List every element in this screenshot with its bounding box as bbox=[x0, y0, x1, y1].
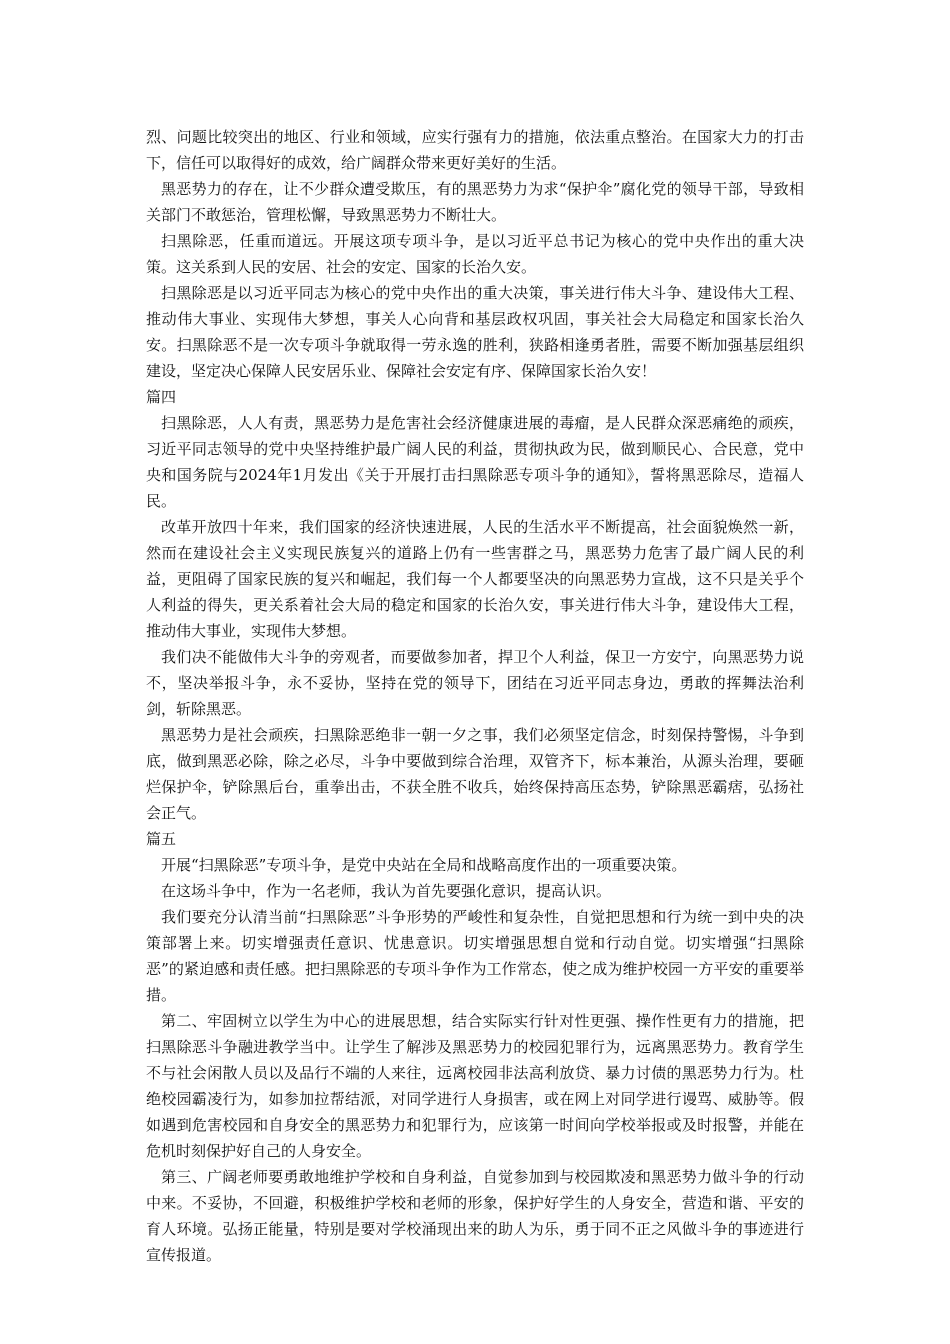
section-heading-4: 篇四 bbox=[146, 388, 177, 406]
paragraph: 我们要充分认清当前“扫黑除恶”斗争形势的严峻性和复杂性，自觉把思想和行为统一到中央的决策部署上来。切实增强责任意识、忧患意识。切实增强思想自觉和行动自觉。切实增强“扫黑除恶”的紧迫感和责任感。把扫黑除恶的专项斗争作为工作常态，使之成为维护校园一方平安的重要举措。 bbox=[146, 908, 804, 1004]
paragraph: 扫黑除恶，人人有责，黑恶势力是危害社会经济健康进展的毒瘤，是人民群众深恶痛绝的顽疾，习近平同志领导的党中央坚持维护最广阔人民的利益，贯彻执政为民，做到顺民心、合民意，党中央和国务院与2024年1月发出《关于开展打击扫黑除恶专项斗争的通知》，誓将黑恶除尽，造福人民。 bbox=[146, 414, 804, 510]
paragraph: 扫黑除恶是以习近平同志为核心的党中央作出的重大决策，事关进行伟大斗争、建设伟大工程、推动伟大事业、实现伟大梦想，事关人心向背和基层政权巩固，事关社会大局稳定和国家长治久安。扫黑除恶不是一次专项斗争就取得一劳永逸的胜利，狭路相逢勇者胜，需要不断加强基层组织建设，坚定决心保障人民安居乐业、保障社会安定有序、保障国家长治久安！ bbox=[146, 284, 804, 380]
paragraph: 改革开放四十年来，我们国家的经济快速进展，人民的生活水平不断提高，社会面貌焕然一新，然而在建设社会主义实现民族复兴的道路上仍有一些害群之马，黑恶势力危害了最广阔人民的利益，更阻碍了国家民族的复兴和崛起，我们每一个人都要坚决的向黑恶势力宣战，这不只是关乎个人利益的得失，更关系着社会大局的稳定和国家的长治久安，事关进行伟大斗争，建设伟大工程，推动伟大事业，实现伟大梦想。 bbox=[146, 518, 804, 640]
section-heading-5: 篇五 bbox=[146, 830, 177, 848]
document-page bbox=[146, 124, 804, 1268]
paragraph: 黑恶势力的存在，让不少群众遭受欺压，有的黑恶势力为求“保护伞”腐化党的领导干部，导致相关部门不敢惩治，管理松懈，导致黑恶势力不断壮大。 bbox=[146, 180, 804, 224]
paragraph: 开展“扫黑除恶”专项斗争，是党中央站在全局和战略高度作出的一项重要决策。 bbox=[161, 856, 687, 874]
paragraph: 黑恶势力是社会顽疾，扫黑除恶绝非一朝一夕之事，我们必须坚定信念，时刻保持警惕，斗争到底，做到黑恶必除，除之必尽，斗争中要做到综合治理，双管齐下，标本兼治，从源头治理，要砸烂保护伞，铲除黑后台，重拳出击，不获全胜不收兵，始终保持高压态势，铲除黑恶霸痞，弘扬社会正气。 bbox=[146, 726, 804, 822]
paragraph: 在这场斗争中，作为一名老师，我认为首先要强化意识，提高认识。 bbox=[161, 882, 612, 900]
paragraph-continuation: 烈、问题比较突出的地区、行业和领域，应实行强有力的措施，依法重点整治。在国家大力的打击下，信任可以取得好的成效，给广阔群众带来更好美好的生活。 bbox=[146, 128, 804, 172]
paragraph: 第二、牢固树立以学生为中心的进展思想，结合实际实行针对性更强、操作性更有力的措施，把扫黑除恶斗争融进教学当中。让学生了解涉及黑恶势力的校园犯罪行为，远离黑恶势力。教育学生不与社会闲散人员以及品行不端的人来往，远离校园非法高利放贷、暴力讨债的黑恶势力行为。杜绝校园霸凌行为，如参加拉帮结派，对同学进行人身损害，或在网上对同学进行谩骂、威胁等。假如遇到危害校园和自身安全的黑恶势力和犯罪行为，应该第一时间向学校举报或及时报警，并能在危机时刻保护好自己的人身安全。 bbox=[146, 1012, 804, 1160]
paragraph: 扫黑除恶，任重而道远。开展这项专项斗争，是以习近平总书记为核心的党中央作出的重大决策。这关系到人民的安居、社会的安定、国家的长治久安。 bbox=[146, 232, 804, 276]
paragraph: 第三、广阔老师要勇敢地维护学校和自身利益，自觉参加到与校园欺凌和黑恶势力做斗争的行动中来。不妥协，不回避，积极维护学校和老师的形象，保护好学生的人身安全，营造和谐、平安的育人环境。弘扬正能量，特别是要对学校涌现出来的助人为乐，勇于同不正之风做斗争的事迹进行宣传报道。 bbox=[146, 1168, 804, 1264]
paragraph: 我们决不能做伟大斗争的旁观者，而要做参加者，捍卫个人利益，保卫一方安宁，向黑恶势力说不，坚决举报斗争，永不妥协，坚持在党的领导下，团结在习近平同志身边，勇敢的挥舞法治利剑，斩除黑恶。 bbox=[146, 648, 804, 718]
